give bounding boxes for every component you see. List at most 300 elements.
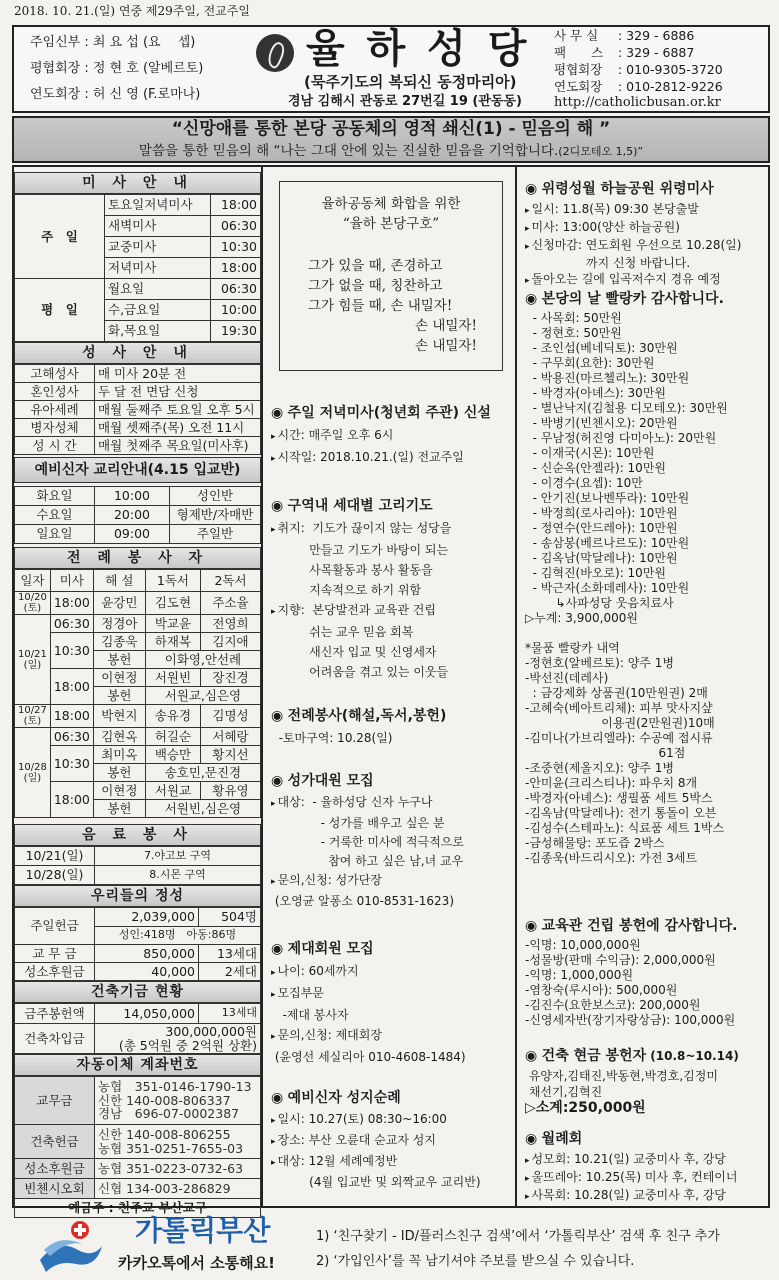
notice-section — [525, 180, 766, 289]
notice-line: -박선진(데레사) — [525, 671, 609, 685]
offertory-names: 서원빈,심은영 — [145, 800, 260, 818]
mass-name: 월요일 — [105, 279, 211, 300]
mass-time: 18:00 — [50, 782, 93, 818]
body-columns — [12, 165, 770, 1216]
notice-line: - 사목회: 50만원 — [525, 311, 622, 325]
notice-line: ▸ 문의,신청: 제대회장 — [271, 1025, 511, 1047]
mass-title: 미 사 안 내 — [14, 172, 261, 194]
label: 팩 스 — [554, 45, 604, 60]
row-label: 성소후원금 — [15, 963, 95, 981]
catholic-busan-logo-icon — [38, 1220, 104, 1276]
account-purpose: 건축헌금 — [15, 1125, 95, 1159]
table-row — [15, 419, 261, 437]
class-time: 10:00 — [95, 487, 170, 506]
sunday-count: 504명 — [199, 908, 261, 927]
notice-line: ▸ 신청마감: 연도회원 우선으로 10.28(일) — [525, 237, 766, 255]
mass-time: 10:30 — [211, 237, 261, 258]
table-row — [15, 570, 261, 592]
notice-line: - 이재국(시몬): 10만원 — [525, 446, 655, 460]
sacrament-table — [14, 364, 261, 455]
parish-address: 경남 김해시 관동로 27번길 19 (관동동) — [288, 94, 522, 109]
section-heading: ◉ 주일 저녁미사(청년회 주관) 신설 — [271, 404, 511, 422]
notice-line: - 별난낙지(김철용 디모테오): 30만원 — [525, 401, 728, 415]
loan-cell — [95, 1024, 261, 1054]
fax — [554, 45, 694, 61]
offertory-names: 송호민,문진경 — [145, 764, 260, 782]
drinks-group: 8.시몬 구역 — [95, 866, 261, 885]
accounts-title: 자동이체 계좌번호 — [14, 1054, 261, 1076]
notice-line: - 정현호: 50만원 — [525, 326, 622, 340]
sacrament-name: 혼인성사 — [15, 383, 95, 401]
table-row — [15, 669, 261, 687]
account-number: 농협 351-0146-1790-13 — [98, 1078, 252, 1094]
section-heading: ◉ 본당의 날 빨랑카 감사합니다. — [525, 290, 766, 308]
column-header: 미사 — [50, 570, 93, 592]
notice-section — [525, 1130, 766, 1205]
notice-line: - 이경수(요셉): 10만 — [525, 476, 643, 490]
sacrament-schedule: 매월 둘째주 토요일 오후 5시 — [95, 401, 261, 419]
class-name: 형제반/자매반 — [170, 506, 261, 525]
notice-line: 지속적으로 하기 위함 — [271, 583, 422, 597]
notice-section — [271, 1089, 511, 1192]
week-count: 13세대 — [199, 1004, 261, 1024]
chant-line: 그가 없을 때, 칭찬하고 — [308, 278, 443, 294]
sacrament-schedule: 매월 첫째주 목요일(미사후) — [95, 437, 261, 455]
account-numbers — [95, 1077, 261, 1125]
table-row — [15, 279, 261, 300]
notice-line: -조중현(제올지오): 양주 1병 — [525, 761, 674, 775]
mass-name: 화,목요일 — [105, 321, 211, 342]
account-purpose: 성소후원금 — [15, 1159, 95, 1179]
sunday-detail: 성인:418명 아동:86명 — [95, 927, 261, 945]
reader-2: 김명성 — [201, 705, 261, 728]
notice-line: -김미나(가브리엘라): 수공예 접시류 — [525, 731, 713, 745]
notice-line: -김옥남(막달레나): 전기 통돌이 오븐 — [525, 806, 717, 820]
notice-line: 새신자 입교 및 신영세자 — [271, 645, 437, 659]
council-phone — [554, 62, 723, 78]
parish-header — [12, 25, 770, 113]
kakao-step-2: 2) ‘가입인사’를 꼭 남기셔야 주보를 받으실 수 있습니다. — [316, 1254, 635, 1269]
notice-line: -고혜숙(베아트리체): 피부 맛사지샾 — [525, 701, 713, 715]
mass-time: 10:30 — [50, 746, 93, 782]
slogan-line: 율하공동체 화합을 위한 — [321, 196, 461, 212]
date: 10/21 — [18, 648, 47, 660]
mass-name: 교중미사 — [105, 237, 211, 258]
label: 사 무 실 — [554, 28, 599, 43]
right-column — [517, 167, 770, 1206]
value: : 010-2812-9226 — [618, 79, 723, 94]
row-count: 2세대 — [199, 963, 261, 981]
section-heading: ◉ 구역내 세대별 고리기도 — [271, 497, 511, 515]
notice-line: -제대 봉사자 — [271, 1008, 349, 1022]
table-row — [15, 705, 261, 728]
notice-line: - 정연수(안드레아): 10만원 — [525, 521, 678, 535]
mass-time: 18:00 — [50, 592, 93, 615]
account-purpose: 빈첸시오회 — [15, 1179, 95, 1199]
week-amount: 14,050,000 — [95, 1004, 199, 1024]
role-offertory: 봉헌 — [93, 687, 145, 705]
mass-time: 06:30 — [50, 728, 93, 746]
catechumen-table — [14, 486, 261, 544]
date: 10/27 — [18, 705, 47, 716]
table-row — [15, 1077, 261, 1125]
reader-2: 황유영 — [201, 782, 261, 800]
class-time: 20:00 — [95, 506, 170, 525]
table-row — [15, 633, 261, 651]
notice-line: - 성가를 배우고 싶은 분 — [271, 816, 445, 830]
sacrament-schedule: 매월 셋째주(목) 오전 11시 — [95, 419, 261, 437]
notice-line: 채선기,김혁진 — [525, 1085, 603, 1099]
notice-line: (오영균 알퐁소 010-8531-1623) — [271, 894, 455, 908]
reader-1: 서원빈 — [145, 669, 200, 687]
commentator: 김종욱 — [93, 633, 145, 651]
mass-name: 새벽미사 — [105, 216, 211, 237]
section-heading: ◉ 교육관 건립 봉헌에 감사합니다. — [525, 917, 766, 935]
serve-date — [15, 728, 51, 818]
weekday: (토) — [23, 716, 42, 727]
mass-name: 수,금요일 — [105, 300, 211, 321]
value: 최 요 섭 (요 셉) — [92, 35, 196, 50]
notice-section — [271, 404, 511, 469]
section-heading: ◉ 전례봉사(해설,독서,봉헌) — [271, 707, 511, 725]
kakao-step-1: 1) ‘친구찾기 - ID/플러스친구 검색’에서 ‘가톨릭부산’ 검색 후 친구 추가 — [316, 1229, 720, 1244]
role-offertory: 봉헌 — [93, 651, 145, 669]
notice-line: - 박근자(소화데레사): 10만원 — [525, 581, 690, 595]
notice-line: ▸ 문의,신청: 성가단장 — [271, 871, 511, 892]
account-number: 신한 140-008-806337 — [98, 1092, 231, 1108]
chant-line: 손 내밀자! — [415, 318, 477, 334]
drinks-title: 음 료 봉 사 — [14, 824, 261, 846]
column-header: 1독서 — [145, 570, 200, 592]
value: : 329 - 6887 — [618, 45, 695, 60]
account-number: 경남 696-07-0002387 — [98, 1106, 240, 1122]
verse-text: 말씀을 통한 믿음의 해 “나는 그대 안에 있는 진실한 믿음을 기억합니다. — [138, 143, 559, 159]
label: 주임신부 : — [30, 35, 93, 50]
table-row — [15, 401, 261, 419]
notice-line: ▸ 대상: 12월 세례예정반 — [271, 1152, 511, 1173]
notice-line: -토마구역: 10.28(일) — [271, 731, 393, 745]
table-row — [15, 746, 261, 764]
role-offertory: 봉헌 — [93, 764, 145, 782]
notice-line: -익명: 1,000,000원 — [525, 968, 634, 982]
parish-patron: (묵주기도의 복되신 동정마리아) — [304, 73, 517, 91]
table-row — [15, 1159, 261, 1179]
date: 10/28 — [18, 761, 47, 773]
date: 10/20 — [18, 592, 47, 603]
notice-line: : 금강제화 상품권(10만원권) 2매 — [525, 686, 708, 700]
notice-line: 만들고 기도가 바탕이 되는 — [271, 543, 449, 557]
building-title: 건축기금 현황 — [14, 981, 261, 1003]
notice-line: - 안기진(보나벤뚜라): 10만원 — [525, 491, 690, 505]
notice-line: ▸ 대상: - 율하성당 신자 누구나 — [271, 793, 511, 814]
reader-2: 김지애 — [201, 633, 261, 651]
notice-line: 이용권(2만원권)10매 — [525, 716, 715, 730]
account-numbers — [95, 1125, 261, 1159]
verse-ref: (2디모테오 1,5)” — [558, 145, 644, 158]
notice-line: -익명: 10,000,000원 — [525, 938, 641, 952]
reader-2: 전영희 — [201, 615, 261, 633]
sacrament-schedule: 매 미사 20분 전 — [95, 365, 261, 383]
notice-line: ▸ 일시: 11.8(목) 09:30 본당출발 — [525, 201, 766, 219]
notice-line: ▸ 지향: 본당발전과 교육관 건립 — [271, 600, 511, 622]
notice-line: ▸ 취지: 기도가 끊이지 않는 성당을 — [271, 518, 511, 540]
reader-1: 박교윤 — [145, 615, 200, 633]
notice-line: -김종욱(바드리시오): 가전 3세트 — [525, 851, 698, 865]
brand-tagline: 카카오톡에서 소통해요! — [118, 1254, 275, 1272]
reader-2: 서혜랑 — [201, 728, 261, 746]
notice-line: - 박용진(마르첼리노): 30만원 — [525, 371, 690, 385]
mass-group-label: 주 일 — [15, 195, 105, 279]
commentator: 최미옥 — [93, 746, 145, 764]
mass-time: 18:00 — [50, 705, 93, 728]
serve-date — [15, 705, 51, 728]
reader-2: 황지선 — [201, 746, 261, 764]
label: 연도회장 — [554, 79, 603, 94]
notice-line: - 김옥남(막달레나): 10만원 — [525, 551, 678, 565]
notice-line: -김진수(요한보스코): 200,000원 — [525, 998, 701, 1012]
table-row — [15, 728, 261, 746]
mass-time: 06:30 — [211, 216, 261, 237]
notice-line: -박경자(아녜스): 생필품 세트 5박스 — [525, 791, 713, 805]
notice-line: -안미윤(크리스티나): 파우치 8개 — [525, 776, 698, 790]
theme-title: “신망애를 통한 본당 공동체의 영적 쇄신(1) - 믿음의 해 ” — [171, 119, 611, 139]
mass-group-label: 평 일 — [15, 279, 105, 342]
drinks-date: 10/21(일) — [15, 847, 95, 866]
notice-line: 쉬는 교우 믿음 회복 — [271, 625, 414, 639]
notice-line: -금성해물탕: 포도즙 2박스 — [525, 836, 665, 850]
mass-time: 10:30 — [50, 633, 93, 669]
sacrament-schedule: 두 달 전 면담 신청 — [95, 383, 261, 401]
slogan-box — [279, 181, 503, 371]
chant-line: 그가 있을 때, 존경하고 — [308, 258, 443, 274]
notice-line: ▸ 나이: 60세까지 — [271, 961, 511, 983]
table-row — [15, 592, 261, 615]
sacrament-name: 고해성사 — [15, 365, 95, 383]
mass-time: 18:00 — [211, 195, 261, 216]
section-heading: ◉ 성가대원 모집 — [271, 772, 511, 790]
parish-name: 율 하 성 당 — [306, 26, 531, 72]
mass-time: 19:30 — [211, 321, 261, 342]
prayer-phone — [554, 79, 723, 95]
serve-date — [15, 615, 51, 705]
row-label: 교 무 금 — [15, 945, 95, 963]
section-heading-note: (10.8~10.14) — [646, 1049, 739, 1063]
section-heading: ◉ 월례회 — [525, 1130, 766, 1148]
row-count: 13세대 — [199, 945, 261, 963]
section-heading: ◉ 예비신자 성지순례 — [271, 1089, 511, 1107]
account-number: 신협 134-003-286829 — [98, 1180, 231, 1196]
office-phone — [554, 28, 694, 44]
weekday: (일) — [23, 772, 42, 784]
loan-amount: 300,000,000원 — [165, 1023, 257, 1039]
notice-line: -김성수(스테파노): 식료품 세트 1박스 — [525, 821, 725, 835]
sacrament-name: 병자성체 — [15, 419, 95, 437]
chant-line: 손 내밀자! — [415, 338, 477, 354]
account-purpose: 교무금 — [15, 1077, 95, 1125]
building-table — [14, 1003, 261, 1054]
notice-line: -신영세자반(장기자랑상금): 100,000원 — [525, 1013, 736, 1027]
notice-line: ▸ 일시: 10.27(토) 08:30~16:00 — [271, 1110, 511, 1131]
chant-line: 그가 힘들 때, 손 내밀자! — [308, 298, 453, 314]
prayer-president — [30, 86, 200, 104]
notice-line: - 박경자(아녜스): 30만원 — [525, 386, 667, 400]
notice-line: 까지 신청 바랍니다. — [525, 256, 691, 270]
offertory-names: 이화영,안선례 — [145, 651, 260, 669]
notice-line: - 조인섭(베네딕토): 30만원 — [525, 341, 678, 355]
pastor — [30, 34, 195, 52]
brand-name: 가톨릭부산 — [135, 1214, 271, 1247]
value: : 329 - 6886 — [618, 28, 695, 43]
notice-line: 사목활동과 봉사 활동을 — [271, 563, 433, 577]
notice-line: 참여 하고 싶은 남,녀 교우 — [271, 854, 464, 868]
notice-line: ▸ 울뜨레아: 10.25(목) 미사 후, 컨테이너 — [525, 1169, 766, 1187]
drinks-date: 10/28(일) — [15, 866, 95, 885]
class-name: 주일반 — [170, 525, 261, 544]
notice-section — [525, 1047, 766, 1116]
liturgy-title: 전 례 봉 사 자 — [14, 547, 261, 569]
notice-line: (윤영선 세실리아 010-4608-1484) — [271, 1050, 466, 1064]
table-row — [15, 365, 261, 383]
notice-section — [525, 917, 766, 1028]
notice-section — [271, 707, 511, 748]
notice-line: ▸ 미사: 13:00(양산 하늘공원) — [525, 219, 766, 237]
sunday-amount: 2,039,000 — [95, 908, 199, 927]
table-row — [15, 383, 261, 401]
sacrament-name: 성 시 간 — [15, 437, 95, 455]
class-day: 수요일 — [15, 506, 95, 525]
table-row — [15, 506, 261, 525]
table-row — [15, 525, 261, 544]
table-row — [15, 847, 261, 866]
weekday: (일) — [23, 659, 42, 671]
accounts-table — [14, 1076, 261, 1218]
class-name: 성인반 — [170, 487, 261, 506]
sunday-label: 주일헌금 — [15, 908, 95, 945]
week-label: 금주봉헌액 — [15, 1004, 95, 1024]
theme-banner — [12, 116, 770, 163]
notice-line: - 박정희(로사리아): 10만원 — [525, 506, 678, 520]
label: 평협회장 — [554, 62, 603, 77]
theme-verse — [14, 142, 768, 161]
loan-note: (총 5억원 중 2억원 상환) — [118, 1037, 257, 1053]
notice-line: ▷누계: 3,900,000원 — [525, 611, 638, 625]
notice-line: - 송삼봉(베르나르도): 10만원 — [525, 536, 690, 550]
notice-line: - 신순옥(안젤라): 10만원 — [525, 461, 667, 475]
commentator: 이현정 — [93, 669, 145, 687]
mass-table — [14, 194, 261, 342]
liturgy-table — [14, 569, 261, 818]
table-row — [15, 1179, 261, 1199]
commentator: 김현옥 — [93, 728, 145, 746]
notice-line: ▸ 시작일: 2018.10.21.(일) 전교주일 — [271, 447, 511, 469]
account-numbers — [95, 1179, 261, 1199]
class-day: 화요일 — [15, 487, 95, 506]
value: 정 현 호 (알베르토) — [92, 61, 204, 76]
notice-line: 어려움을 겪고 있는 이웃들 — [271, 665, 449, 679]
column-header: 2독서 — [201, 570, 261, 592]
row-amount: 40,000 — [95, 963, 199, 981]
notice-line: ▸ 모집부문 — [271, 983, 511, 1005]
notice-line: ▸ 장소: 부산 오륜대 순교자 성지 — [271, 1131, 511, 1152]
role-offertory: 봉헌 — [93, 800, 145, 818]
footer-kakao — [0, 1210, 779, 1280]
notice-line: 유양자,김태진,박동현,박경호,김정미 — [525, 1069, 718, 1083]
notice-line: ▸ 성모회: 10.21(일) 교중미사 후, 강당 — [525, 1151, 766, 1169]
commentator: 박현지 — [93, 705, 145, 728]
value: 허 신 영 (F.로마나) — [92, 87, 201, 102]
offertory-names: 서원교,심은영 — [145, 687, 260, 705]
notice-line: ▸ 시간: 매주일 오후 6시 — [271, 425, 511, 447]
notice-line: ▸ 사목회: 10.28(일) 교중미사 후, 강당 — [525, 1187, 766, 1205]
left-column — [14, 167, 263, 1216]
notice-line — [525, 626, 766, 641]
table-row — [15, 437, 261, 455]
reader-2: 장진경 — [201, 669, 261, 687]
class-day: 일요일 — [15, 525, 95, 544]
table-row — [15, 615, 261, 633]
commentator: 이현정 — [93, 782, 145, 800]
row-amount: 850,000 — [95, 945, 199, 963]
table-row — [15, 195, 261, 216]
offerings-table — [14, 907, 261, 981]
drinks-group: 7.야고보 구역 — [95, 847, 261, 866]
mass-time: 10:00 — [211, 300, 261, 321]
notice-line: ▸ 돌아오는 길에 입곡저수지 경유 예정 — [525, 271, 766, 289]
sacrament-title: 성 사 안 내 — [14, 342, 261, 364]
notice-line: - 무남정(허진영 다미아노): 20만원 — [525, 431, 717, 445]
notice-section — [271, 940, 511, 1067]
mass-time: 06:30 — [211, 279, 261, 300]
reader-2: 주소율 — [201, 592, 261, 615]
account-number: 농협 351-0223-0732-63 — [98, 1160, 244, 1176]
website-link[interactable]: http://catholicbusan.or.kr — [554, 95, 721, 110]
notice-line: - 거룩한 미사에 적극적으로 — [271, 835, 464, 849]
notice-section — [271, 772, 511, 911]
notice-line: -성물방(판매 수익금): 2,000,000원 — [525, 953, 716, 967]
mass-time: 06:30 — [50, 615, 93, 633]
table-row — [15, 782, 261, 800]
catechumen-title: 예비신자 교리안내(4.15 입교반) — [14, 457, 261, 483]
notice-line: 61점 — [525, 746, 686, 760]
notice-line: -정현호(알베르토): 양주 1병 — [525, 656, 674, 670]
offerings-title: 우리들의 정성 — [14, 885, 261, 907]
weekday: (토) — [23, 603, 42, 614]
commentator: 정경아 — [93, 615, 145, 633]
commentator: 윤강민 — [93, 592, 145, 615]
reader-1: 하재복 — [145, 633, 200, 651]
reader-1: 허길순 — [145, 728, 200, 746]
parish-logo-icon — [256, 34, 294, 72]
mass-name: 저녁미사 — [105, 258, 211, 279]
label: 평협회장 : — [30, 61, 93, 76]
issue-date: 2018. 10. 21.(일) 연중 제29주일, 전교주일 — [14, 4, 250, 18]
reader-1: 백승만 — [145, 746, 200, 764]
reader-1: 서원교 — [145, 782, 200, 800]
mass-time: 18:00 — [50, 669, 93, 705]
council-president — [30, 60, 203, 78]
table-row — [15, 866, 261, 885]
mass-name: 토요일저녁미사 — [105, 195, 211, 216]
label: 연도회장 : — [30, 87, 93, 102]
table-row — [15, 1125, 261, 1159]
table-row — [15, 487, 261, 506]
class-time: 09:00 — [95, 525, 170, 544]
notice-line: - 구무회(요한): 30만원 — [525, 356, 655, 370]
notice-line: *물품 빨랑카 내역 — [525, 641, 620, 655]
section-heading: ◉ 제대회원 모집 — [271, 940, 511, 958]
serve-date — [15, 592, 51, 615]
drinks-table — [14, 846, 261, 885]
